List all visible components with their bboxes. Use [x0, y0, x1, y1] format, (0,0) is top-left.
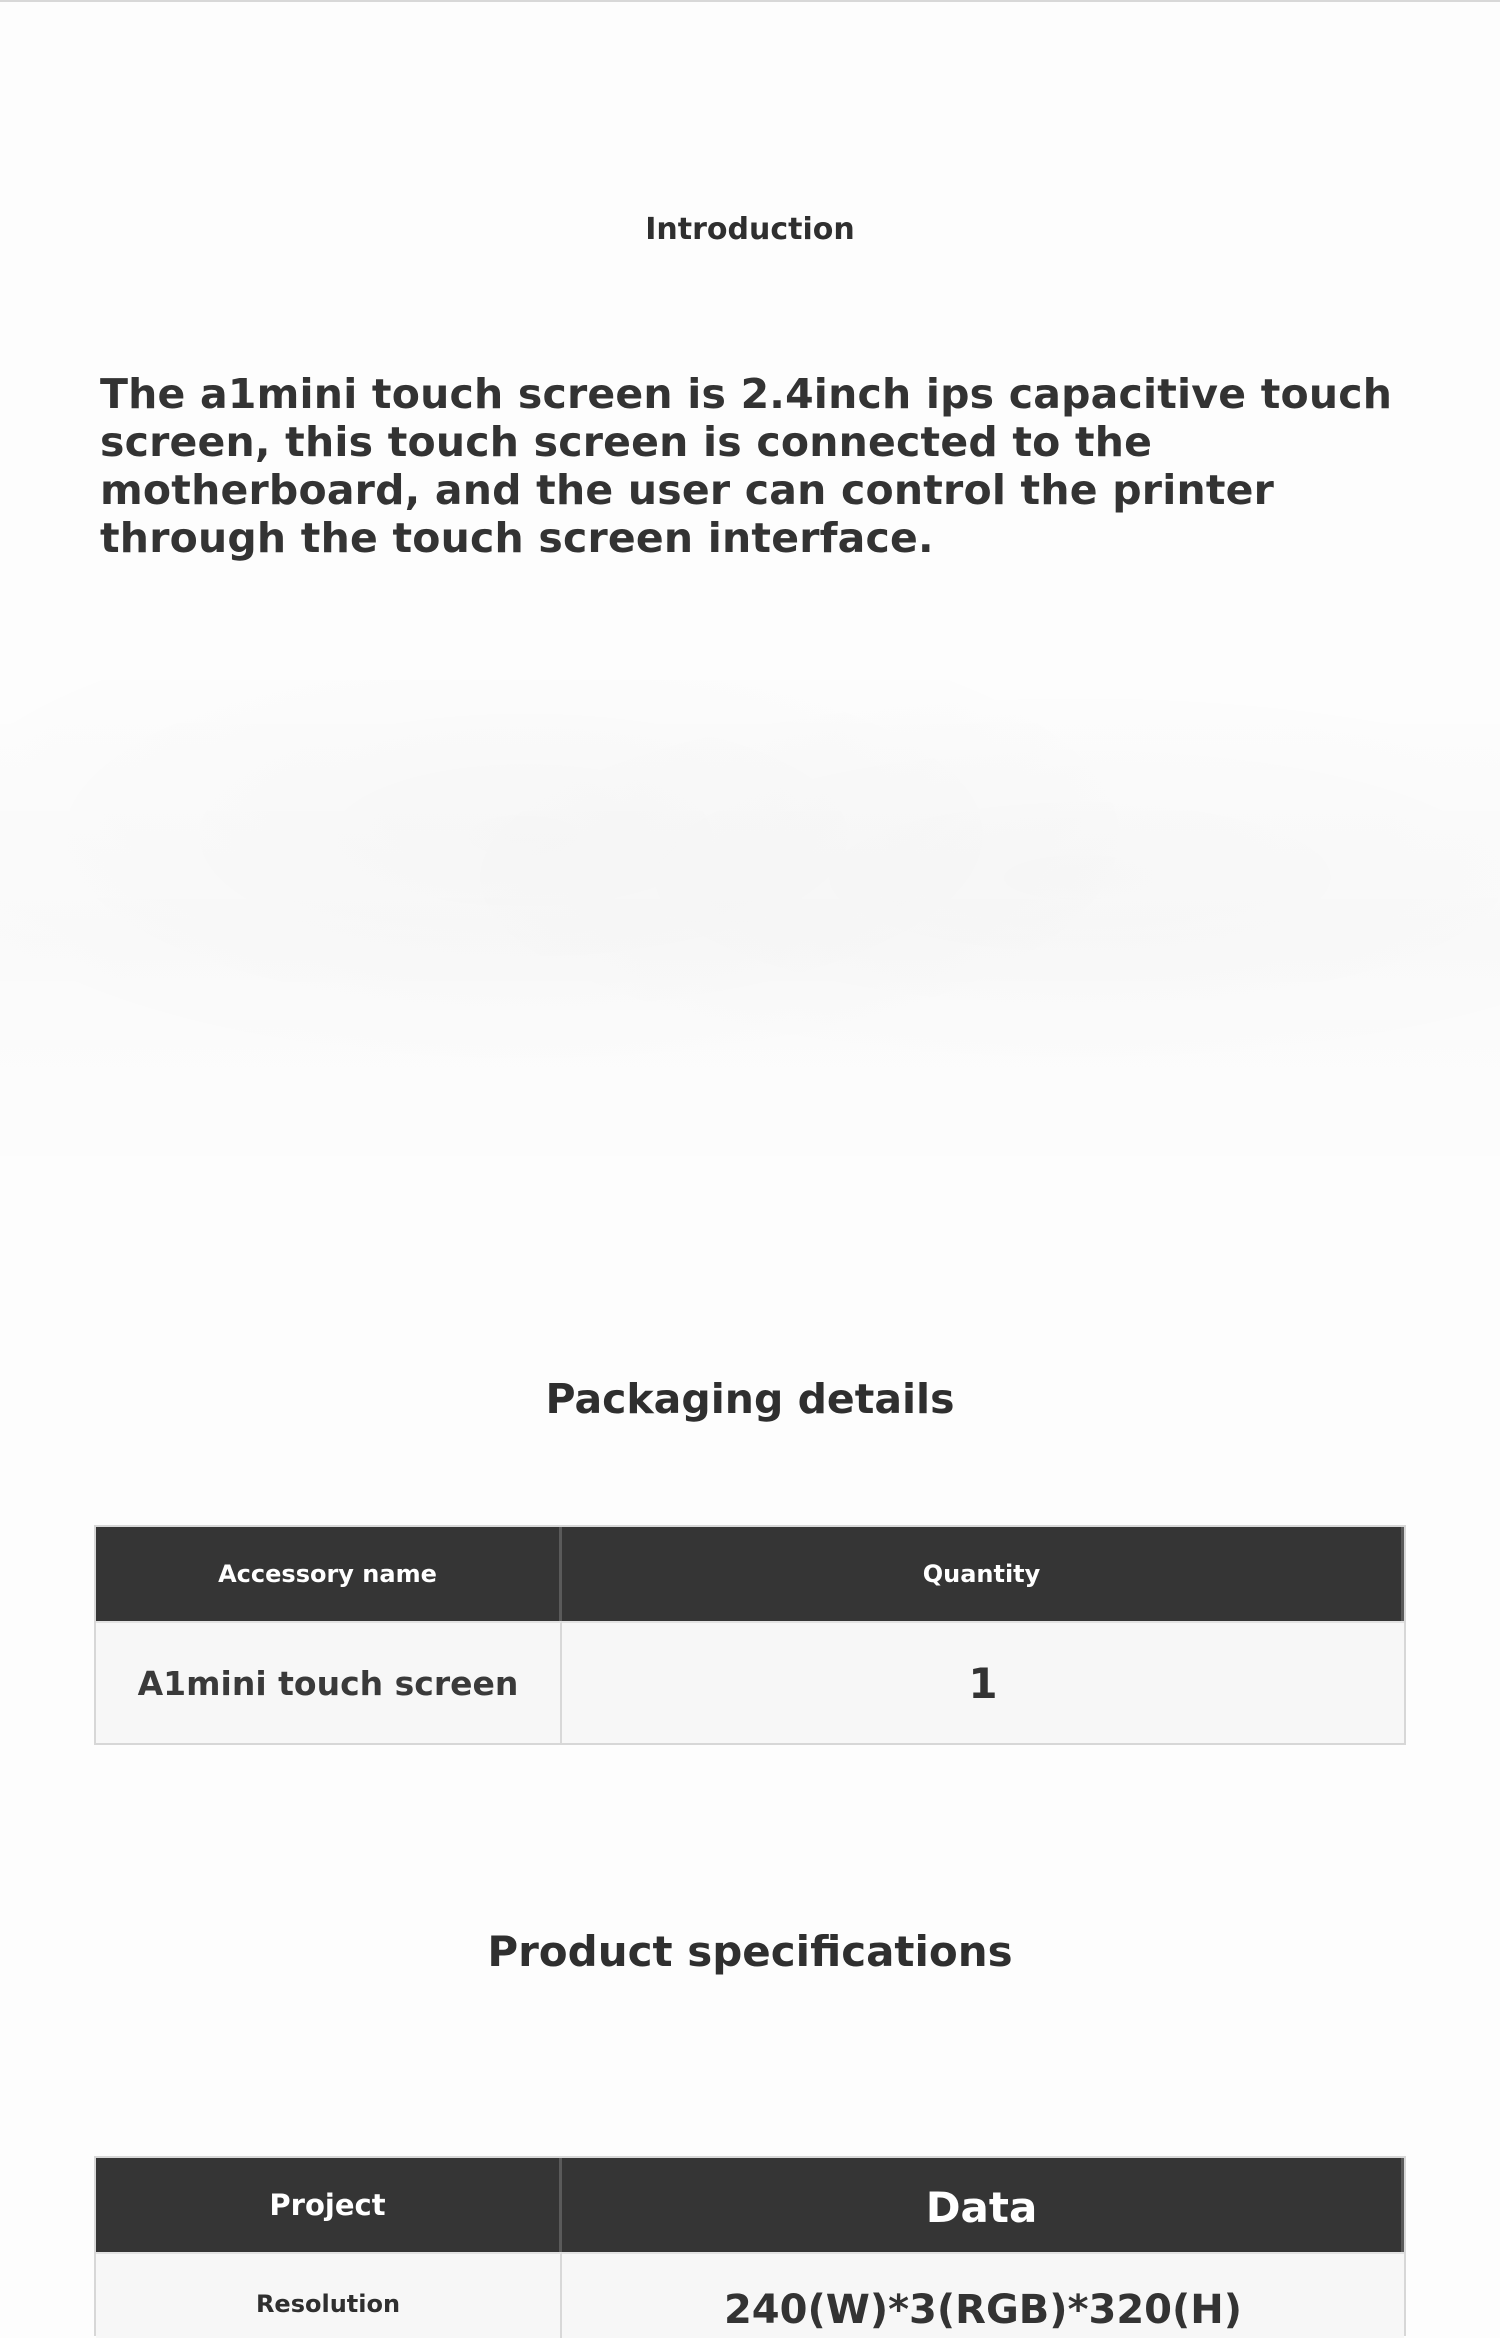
specifications-table — [94, 2156, 1406, 2336]
specifications-header-data: Data — [562, 2158, 1404, 2252]
introduction-title: Introduction — [645, 212, 855, 247]
specifications-header-project: Project — [96, 2158, 562, 2252]
specifications-row-resolution-label: Resolution — [96, 2252, 562, 2338]
packaging-details-title: Packaging details — [545, 1375, 955, 1423]
introduction-text: The a1mini touch screen is 2.4inch ips capacitive touch screen, this touch screen is connected to the motherboard, and the user can control the printer through the touch screen interface. — [100, 370, 1393, 562]
packaging-header-quantity: Quantity — [562, 1527, 1404, 1621]
packaging-row-accessory-name: A1mini touch screen — [96, 1621, 562, 1743]
packaging-header-accessory-name: Accessory name — [96, 1527, 562, 1621]
top-divider — [0, 0, 1500, 2]
packaging-row-quantity: 1 — [562, 1621, 1404, 1743]
product-specifications-title: Product specifications — [487, 1927, 1013, 1976]
packaging-table — [94, 1525, 1406, 1745]
faded-product-image-area — [0, 680, 1500, 1200]
specifications-row-resolution-value: 240(W)*3(RGB)*320(H) — [562, 2252, 1404, 2338]
